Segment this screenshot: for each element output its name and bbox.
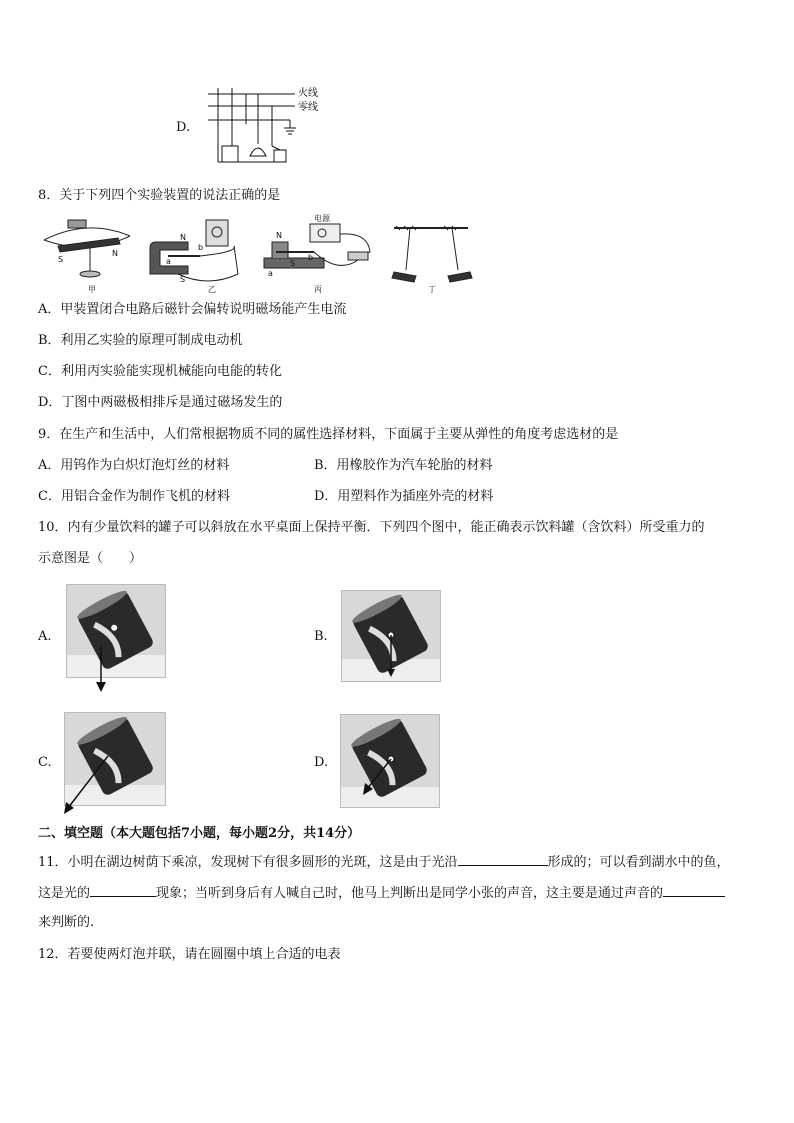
fig-yi-b-label: b [198,243,204,252]
q8-experiments-figure [38,212,478,298]
live-wire-label: 火线 [298,88,318,99]
q11-part3: 这是光的 [38,886,91,901]
q8-option-d: D．丁图中两磁极相排斥是通过磁场发生的 [38,395,283,410]
q12-stem: 12．若要使两灯泡并联，请在圆圈中填上合适的电表 [38,947,341,962]
q7-option-d-label: D. [176,120,191,135]
q10-option-b-label: B. [314,629,328,644]
q8-option-b: B．利用乙实验的原理可制成电动机 [38,333,243,348]
q11-part2: 形成的；可以看到湖水中的鱼， [547,855,730,870]
fig-label-ding: 丁 [428,285,436,294]
q11-line1 [38,853,730,871]
q11-part4: 现象；当听到身后有人喊自己时，他马上判断出是同学小张的声音，这主要是通过声音的 [156,886,664,901]
can-photo-d [340,714,440,808]
q10-option-a-label: A. [38,629,52,644]
fig-bing-b-label: b [308,253,314,262]
neutral-wire-label: 零线 [298,102,318,113]
q9-option-d: D．用塑料作为插座外壳的材料 [314,489,494,504]
q11-blank-1[interactable] [458,853,548,866]
q8-stem: 8．关于下列四个实验装置的说法正确的是 [38,188,281,203]
fig-label-jia: 甲 [88,285,96,294]
q11-blank-2[interactable] [90,884,156,897]
q9-option-b: B．用橡胶作为汽车轮胎的材料 [314,458,493,473]
fig-yi-n-label: N [180,233,186,242]
fig-bing-a-label: a [268,269,273,278]
fig-label-bing: 丙 [314,285,322,294]
q9-stem: 9．在生产和生活中，人们常根据物质不同的属性选择材料，下面属于主要从弹性的角度考虑选材的是 [38,427,619,442]
q8-option-a: A．甲装置闭合电路后磁针会偏转说明磁场能产生电流 [38,302,347,317]
q9-option-c: C．用铝合金作为制作飞机的材料 [38,489,230,504]
gravity-arrow-a [94,646,108,692]
q11-part1: 11．小明在湖边树荫下乘凉，发现树下有很多圆形的光斑，这是由于光沿 [38,855,458,870]
q11-part5: 来判断的. [38,915,95,930]
fig-bing-n-label: N [276,231,282,240]
q10-option-c-label: C. [38,755,52,770]
q9-option-a: A．用钨作为白炽灯泡灯丝的材料 [38,458,230,473]
fig-bing-s-label: S [290,259,296,268]
can-photo-b [341,590,441,682]
fig-yi-s-label: S [180,275,186,284]
fig-jia-s-label: S [58,255,64,264]
fig-label-yi: 乙 [208,285,216,294]
section-2-title: 二、填空题（本大题包括7小题，每小题2分，共14分） [38,826,361,841]
fig-jia-n-label: N [112,249,118,258]
q10-option-d-label: D. [314,755,329,770]
q11-blank-3[interactable] [663,884,725,897]
gravity-arrow-c [60,752,120,816]
q8-option-c: C．利用丙实验能实现机械能向电能的转化 [38,364,282,379]
household-circuit-figure [200,84,330,170]
q10-stem-line2: 示意图是（ ） [38,551,143,566]
fig-bing-power-label: 电源 [314,214,330,223]
q10-stem-line1: 10．内有少量饮料的罐子可以斜放在水平桌面上保持平衡．下列四个图中，能正确表示饮料罐（含饮料）所受重力的 [38,520,705,535]
q11-line2 [38,884,725,902]
can-photo-a [66,584,166,678]
fig-yi-a-label: a [166,257,171,266]
